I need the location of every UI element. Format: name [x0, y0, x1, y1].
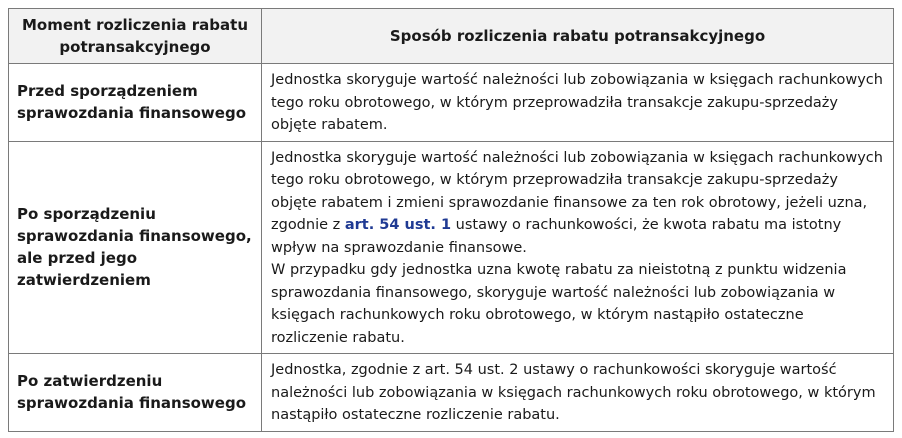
- row-moment: Przed sporządzeniem sprawozdania finansowego: [9, 64, 262, 142]
- header-moment: Moment rozliczenia rabatu potransakcyjnego: [9, 9, 262, 64]
- row-method: [262, 354, 894, 432]
- header-method: Sposób rozliczenia rabatu potransakcyjnego: [262, 9, 894, 64]
- table-row: [9, 141, 894, 354]
- table-row: [9, 64, 894, 142]
- row-method-text: Jednostka, zgodnie z art. 54 ust. 2 ustawy o rachunkowości skoryguje wartość należności lub zobowiązania w księgach rachunkowych roku obrotowego, w którym nastąpiło ostateczne rozliczenie rabatu.: [271, 362, 876, 423]
- rebate-settlement-table: [8, 8, 894, 432]
- row-method-text: [271, 147, 885, 260]
- row-method-text-part: ustawy o rachunkowości, że kwota rabatu ma istotny wpływ na sprawozdanie finansowe.: [271, 217, 842, 256]
- row-method: [262, 141, 894, 354]
- row-moment: Po sporządzeniu sprawozdania finansowego, ale przed jego zatwierdzeniem: [9, 141, 262, 354]
- table-row: [9, 354, 894, 432]
- legal-reference-link[interactable]: art. 54 ust. 1: [344, 217, 452, 233]
- row-method-text-part: Jednostka skoryguje wartość należności lub zobowiązania w księgach rachunkowych tego roku obrotowego, w którym przeprowadziła transakcje zakupu-sprzedaży objęte rabatem i zmieni sprawozdanie finansowe za ten rok obrotowy, jeżeli uzna, zgodnie z: [271, 149, 883, 233]
- row-method-text-secondary: W przypadku gdy jednostka uzna kwotę rabatu za nieistotną z punktu widzenia sprawozdania finansowego, skoryguje wartość należności lub zobowiązania w księgach rachunkowych roku obrotowego, w którym nastąpiło ostateczne rozliczenie rabatu.: [271, 262, 847, 346]
- row-moment: Po zatwierdzeniu sprawozdania finansowego: [9, 354, 262, 432]
- rebate-table-container: [8, 8, 894, 432]
- row-method: [262, 64, 894, 142]
- header-row: [9, 9, 894, 64]
- row-method-text: Jednostka skoryguje wartość należności lub zobowiązania w księgach rachunkowych tego roku obrotowego, w którym przeprowadziła transakcje zakupu-sprzedaży objęte rabatem.: [271, 72, 883, 133]
